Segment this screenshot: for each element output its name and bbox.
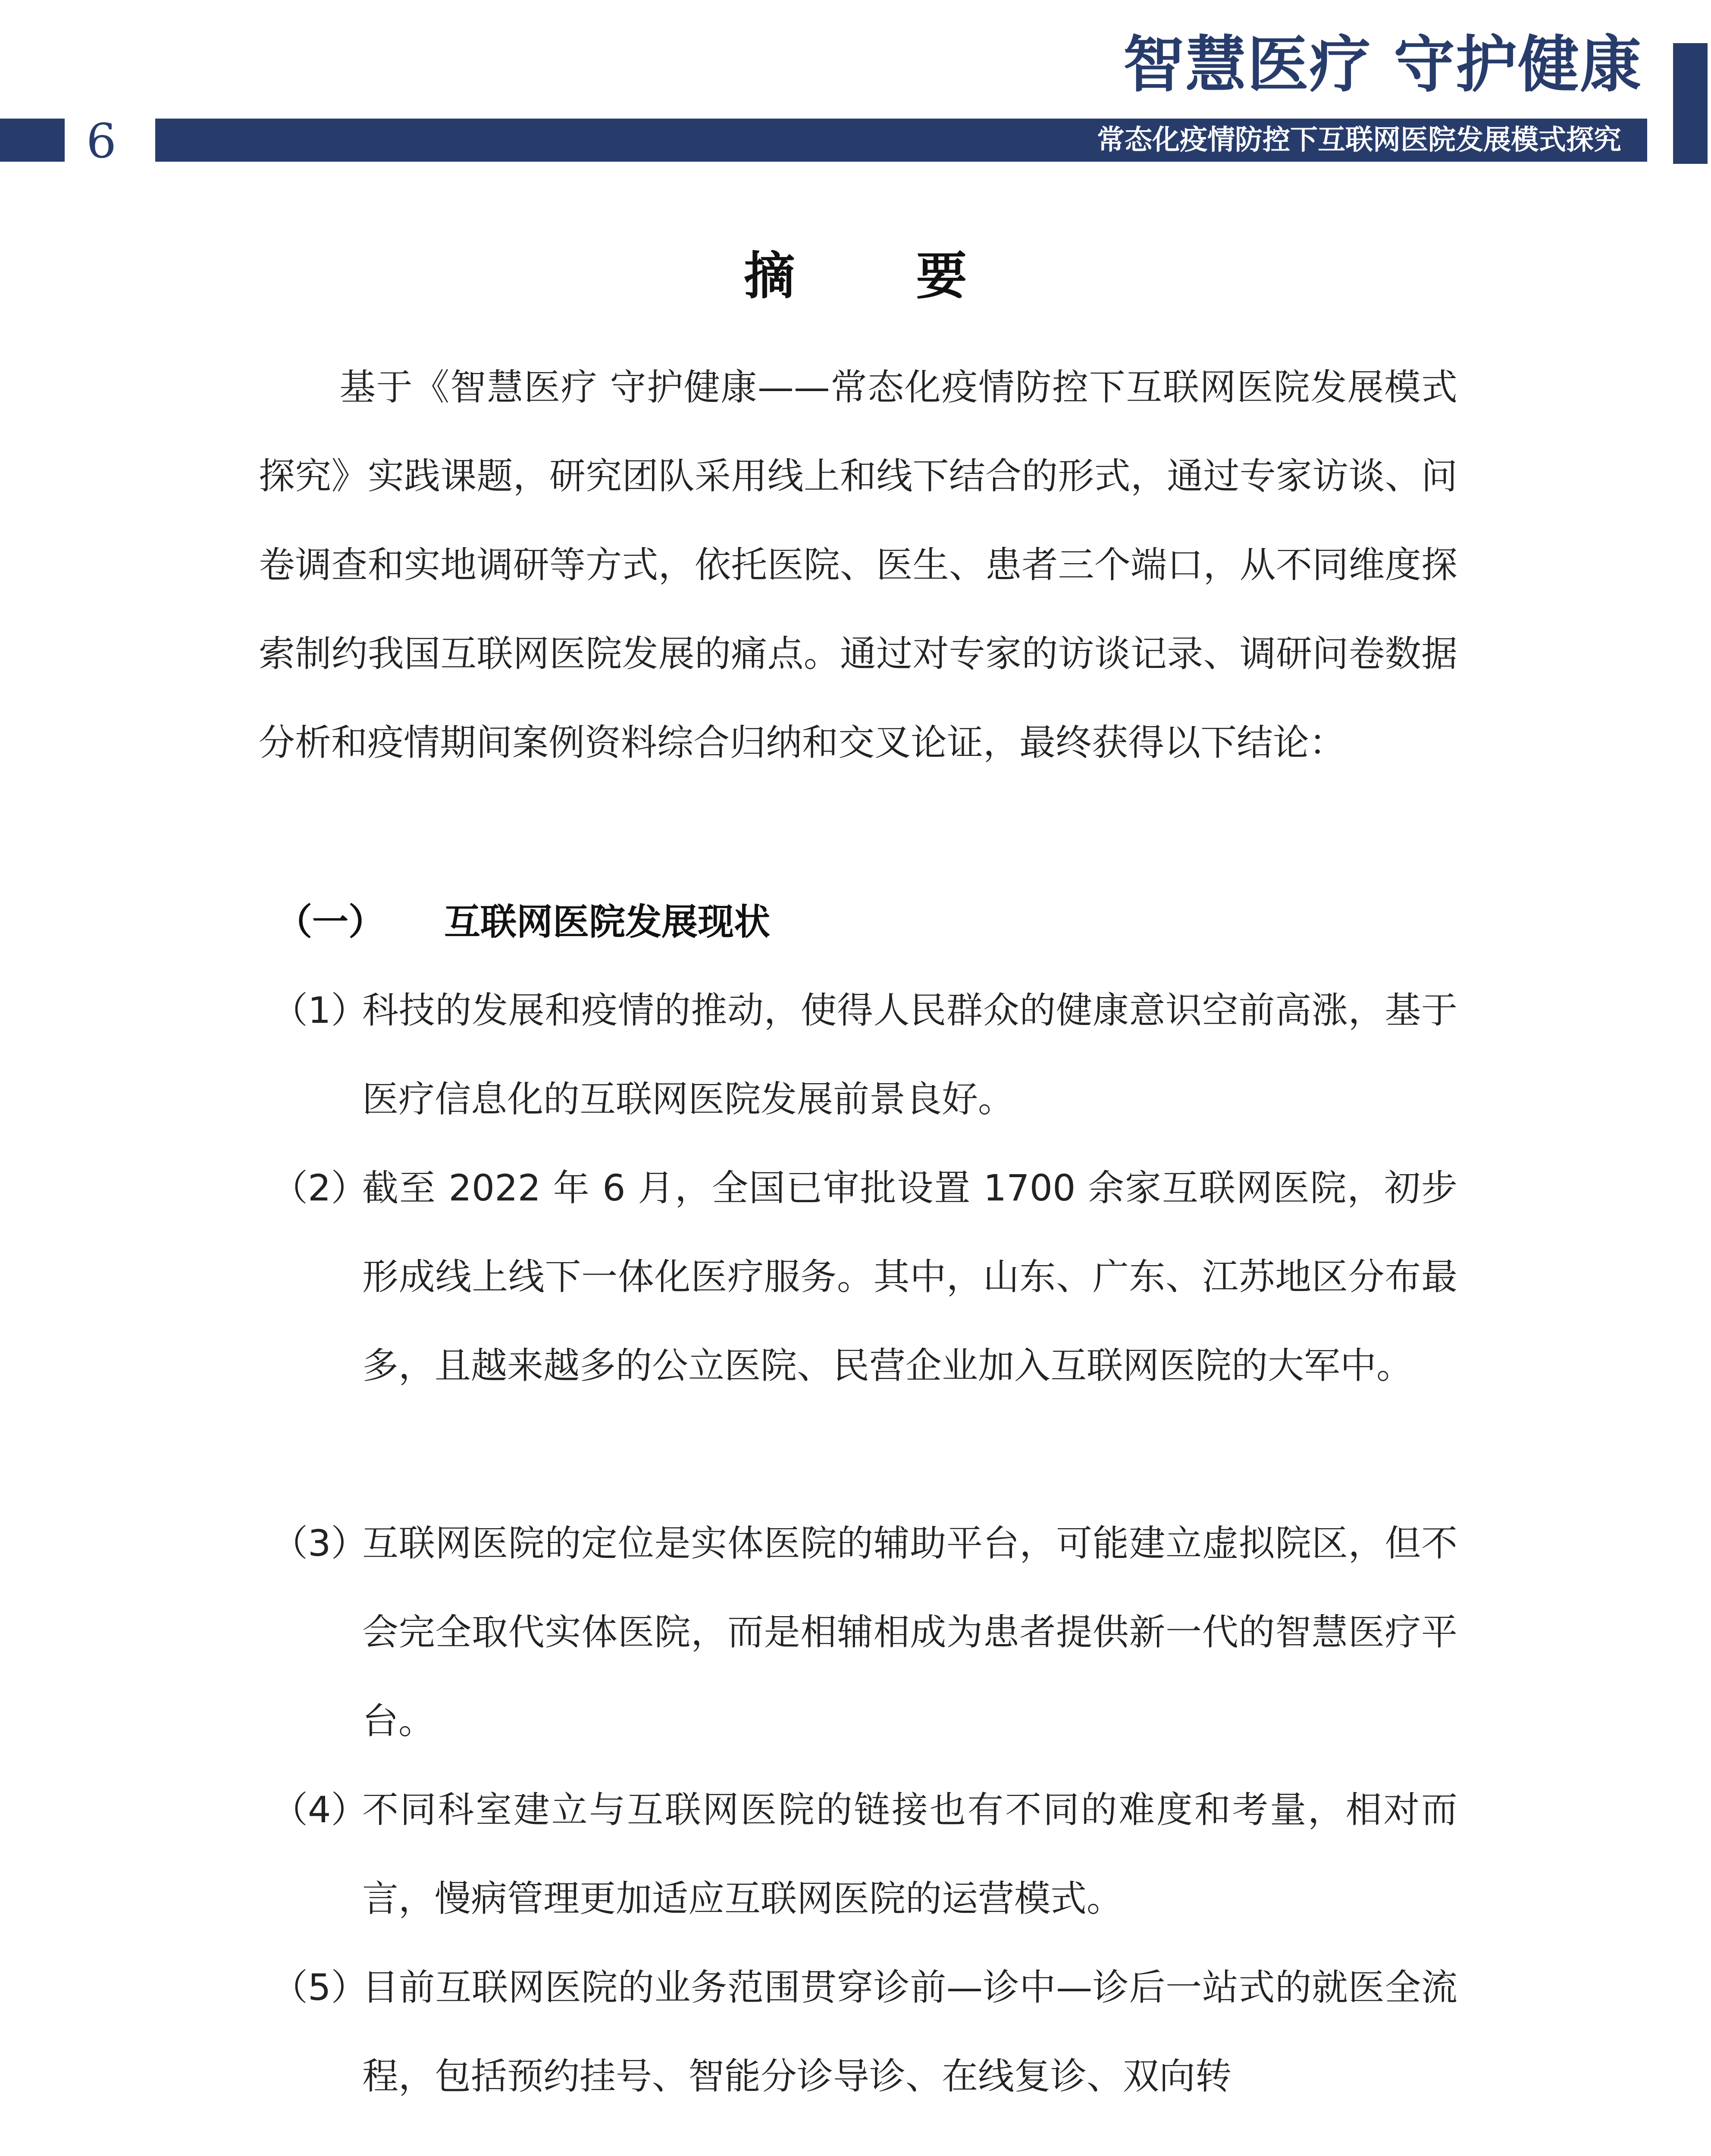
list-item-number: （2） bbox=[272, 1167, 367, 1209]
section-heading bbox=[276, 877, 770, 966]
header-bar bbox=[155, 119, 1647, 162]
page-title: 摘 要 bbox=[744, 246, 1019, 306]
header-title: 智慧医疗 守护健康 bbox=[1123, 29, 1642, 100]
header-left-tab bbox=[0, 119, 65, 162]
list-item-text: 目前互联网医院的业务范围贯穿诊前—诊中—诊后一站式的就医全流程，包括预约挂号、智能分诊导诊、在线复诊、双向转 bbox=[362, 1966, 1457, 2097]
list-item-number: （1） bbox=[272, 989, 367, 1031]
section-title: 互联网医院发展现状 bbox=[444, 901, 771, 943]
list-item-number: （4） bbox=[272, 1789, 367, 1831]
list-item-number: （3） bbox=[272, 1522, 367, 1564]
header-vertical-bar bbox=[1673, 43, 1708, 164]
list-item-text: 不同科室建立与互联网医院的链接也有不同的难度和考量，相对而言，慢病管理更加适应互联网医院的运营模式。 bbox=[362, 1789, 1457, 1920]
intro-paragraph: 基于《智慧医疗 守护健康——常态化疫情防控下互联网医院发展模式探究》实践课题，研究团队采用线上和线下结合的形式，通过专家访谈、问卷调查和实地调研等方式，依托医院、医生、患者三个端口，从不同维度探索制约我国互联网医院发展的痛点。通过对专家的访谈记录、调研问卷数据分析和疫情期间案例资料综合归纳和交叉论证，最终获得以下结论： bbox=[259, 366, 1457, 764]
list-item-text: 截至 2022 年 6 月，全国已审批设置 1700 余家互联网医院，初步形成线上线下一体化医疗服务。其中，山东、广东、江苏地区分布最多，且越来越多的公立医院、民营企业加入互联网医院的大军中。 bbox=[362, 1167, 1457, 1387]
section-number: （一） bbox=[276, 901, 385, 943]
list-item-text: 互联网医院的定位是实体医院的辅助平台，可能建立虚拟院区，但不会完全取代实体医院，而是相辅相成为患者提供新一代的智慧医疗平台。 bbox=[362, 1522, 1457, 1742]
page-number: 6 bbox=[86, 113, 116, 169]
header-subtitle: 常态化疫情防控下互联网医院发展模式探究 bbox=[1097, 124, 1621, 156]
list-item-text: 科技的发展和疫情的推动，使得人民群众的健康意识空前高涨，基于医疗信息化的互联网医院发展前景良好。 bbox=[362, 989, 1457, 1120]
list-item-number: （5） bbox=[272, 1966, 367, 2009]
